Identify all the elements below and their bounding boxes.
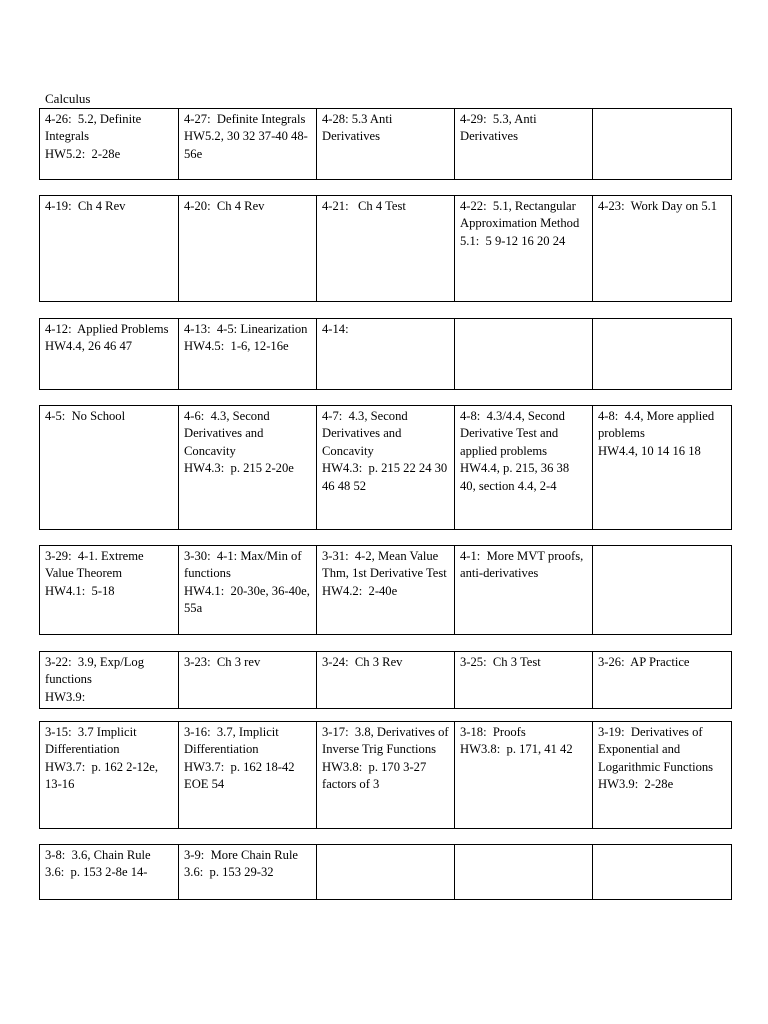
day-topic: 4-27: Definite Integrals [184,112,306,126]
day-homework: HW4.4, p. 215, 36 38 40, section 4.4, 2-4 [460,461,573,493]
day-homework: 3.6: p. 153 2-8e 14- [45,865,148,880]
day-homework: HW4.2: 2-40e [322,583,398,598]
day-topic: 3-31: 4-2, Mean Value Thm, 1st Derivative Test [322,549,447,581]
day-topic: 3-29: 4-1. Extreme Value Theorem [45,549,147,581]
day-topic: 3-25: Ch 3 Test [460,655,541,669]
day-cell [455,406,593,530]
day-topic: 4-14: [322,322,349,336]
day-cell [455,652,593,709]
day-cell [455,546,593,635]
day-topic: 4-8: 4.3/4.4, Second Derivative Test and applied problems [460,409,569,458]
week-row [40,319,732,390]
day-cell [40,652,179,709]
day-cell [179,722,317,829]
week-row [40,652,732,709]
day-topic: 3-9: More Chain Rule [184,848,299,862]
day-topic: 4-19: Ch 4 Rev [45,199,126,213]
day-cell [317,319,455,390]
day-cell [317,652,455,709]
day-homework: HW4.4, 10 14 16 18 [598,443,701,458]
day-cell [40,546,179,635]
day-topic: 4-8: 4.4, More applied problems [598,409,718,441]
week-row [40,196,732,302]
day-cell [40,109,179,180]
day-topic: 3-18: Proofs [460,725,526,739]
day-cell [40,319,179,390]
day-topic: 3-15: 3.7 Implicit Differentiation [45,725,140,757]
day-cell [179,319,317,390]
week-table [39,844,732,900]
day-topic: 3-22: 3.9, Exp/Log functions [45,655,148,687]
day-cell [317,109,455,180]
day-cell [593,845,732,900]
day-cell [593,196,732,302]
day-cell [179,196,317,302]
day-cell [455,845,593,900]
day-homework: HW3.9: [45,689,86,704]
week-table [39,108,732,180]
week-table [39,195,732,302]
day-cell [317,722,455,829]
day-homework: 5.1: 5 9-12 16 20 24 [460,233,566,248]
day-cell [317,845,455,900]
day-topic: 4-29: 5.3, Anti Derivatives [460,112,540,144]
day-cell [593,652,732,709]
day-topic: 3-23: Ch 3 rev [184,655,261,669]
day-topic: 4-13: 4-5: Linearization [184,322,308,336]
day-cell [40,722,179,829]
week-row [40,546,732,635]
day-cell [317,196,455,302]
week-row [40,722,732,829]
day-cell [455,196,593,302]
day-topic: 3-16: 3.7, Implicit Differentiation [184,725,282,757]
day-topic: 3-19: Derivatives of Exponential and Logarithmic Functions [598,725,714,774]
day-homework: 3.6: p. 153 29-32 [184,865,274,880]
day-homework: HW3.8: p. 171, 41 42 [460,742,573,757]
week-table [39,545,732,635]
day-cell [593,546,732,635]
day-cell [455,319,593,390]
day-topic: 4-28: 5.3 Anti Derivatives [322,112,396,144]
day-cell [179,546,317,635]
day-homework: HW5.2, 30 32 37-40 48-56e [184,129,308,161]
day-homework: HW3.7: p. 162 2-12e, 13-16 [45,759,162,792]
day-topic: 4-5: No School [45,409,126,423]
day-topic: 3-17: 3.8, Derivatives of Inverse Trig Functions [322,725,452,757]
page-title: Calculus [45,91,91,106]
day-cell [317,546,455,635]
day-cell [593,109,732,180]
day-topic: 4-26: 5.2, Definite Integrals [45,112,145,144]
day-topic: 4-22: 5.1, Rectangular Approximation Method [460,199,580,231]
day-cell [593,319,732,390]
day-cell [455,109,593,180]
day-cell [40,845,179,900]
day-topic: 4-23: Work Day on 5.1 [598,199,718,213]
week-table [39,405,732,530]
day-topic: 4-6: 4.3, Second Derivatives and Concavity [184,409,273,458]
week-row [40,406,732,530]
week-table [39,318,732,390]
day-cell [40,406,179,530]
day-homework: HW3.9: 2-28e [598,777,674,792]
day-homework: HW4.4, 26 46 47 [45,339,133,354]
day-cell [40,196,179,302]
day-cell [593,406,732,530]
day-cell [179,406,317,530]
day-cell [317,406,455,530]
day-topic: 3-24: Ch 3 Rev [322,655,403,669]
day-homework: HW4.5: 1-6, 12-16e [184,339,289,354]
day-cell [455,722,593,829]
week-table [39,721,732,829]
week-table [39,651,732,709]
day-homework: HW4.1: 20-30e, 36-40e, 55a [184,583,314,616]
day-cell [179,652,317,709]
day-topic: 4-7: 4.3, Second Derivatives and Concavity [322,409,411,458]
day-homework: HW5.2: 2-28e [45,146,121,161]
day-homework: HW4.1: 5-18 [45,583,115,598]
day-topic: 4-21: Ch 4 Test [322,199,406,213]
day-homework: HW3.7: p. 162 18-42 EOE 54 [184,759,298,792]
day-topic: 4-20: Ch 4 Rev [184,199,265,213]
day-homework: HW4.3: p. 215 2-20e [184,461,294,476]
week-row [40,845,732,900]
day-cell [179,845,317,900]
day-topic: 3-26: AP Practice [598,655,690,669]
day-homework: HW3.8: p. 170 3-27 factors of 3 [322,759,430,792]
day-topic: 4-1: More MVT proofs, anti-derivatives [460,549,587,581]
day-homework: HW4.3: p. 215 22 24 30 46 48 52 [322,461,451,493]
week-row [40,109,732,180]
day-cell [179,109,317,180]
day-cell [593,722,732,829]
day-topic: 4-12: Applied Problems [45,322,169,336]
day-topic: 3-8: 3.6, Chain Rule [45,848,151,862]
day-topic: 3-30: 4-1: Max/Min of functions [184,549,305,581]
